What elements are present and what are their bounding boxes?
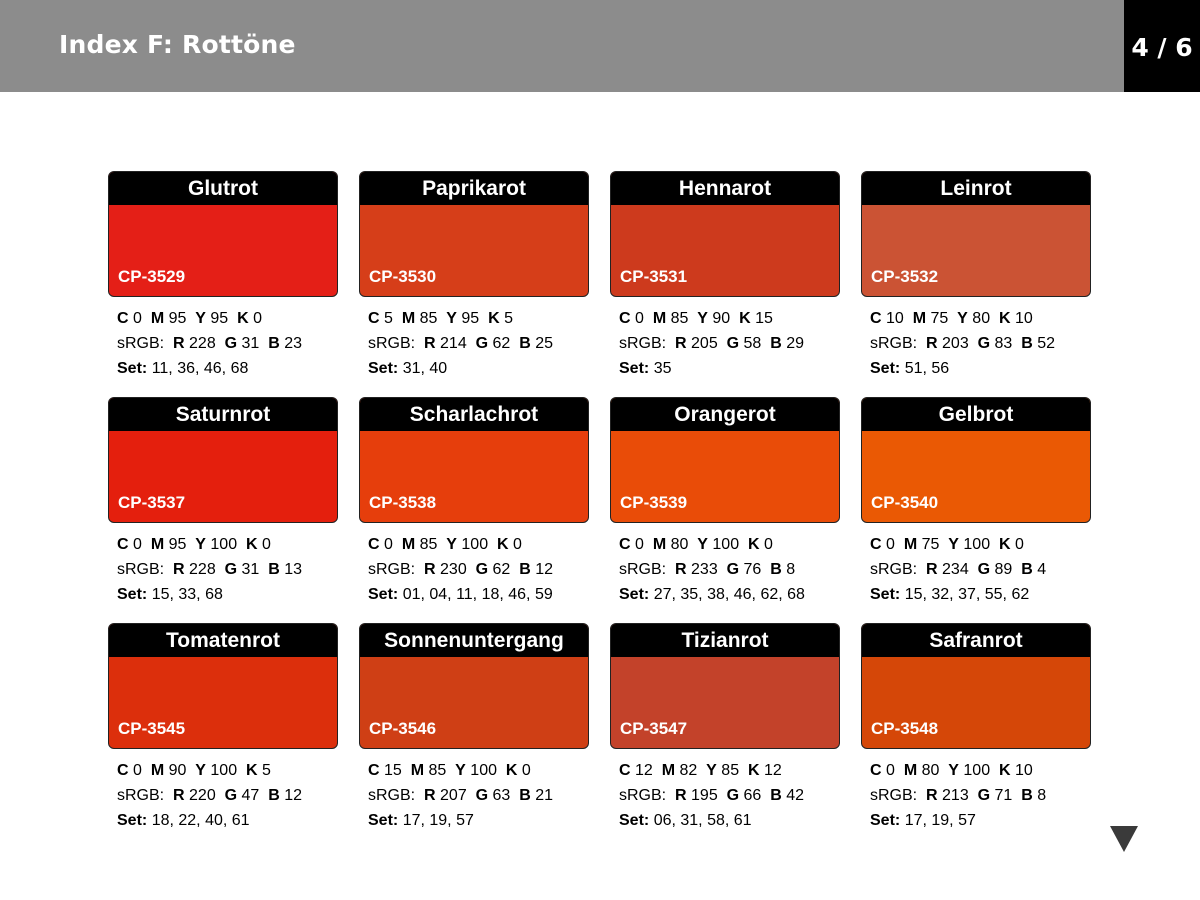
color-swatch xyxy=(359,171,589,297)
color-values xyxy=(117,758,302,833)
srgb-values: sRGB: R 228 G 31 B 23 xyxy=(117,335,303,352)
color-swatch xyxy=(861,623,1091,749)
cmyk-values: C 0 M 95 Y 95 K 0 xyxy=(117,310,263,327)
swatch-header xyxy=(611,398,839,431)
color-values xyxy=(619,758,804,833)
cmyk-values: C 0 M 80 Y 100 K 10 xyxy=(870,762,1033,779)
srgb-values: sRGB: R 230 G 62 B 12 xyxy=(368,561,554,578)
color-code: CP-3531 xyxy=(620,267,688,286)
color-code: CP-3538 xyxy=(369,493,437,512)
color-swatch xyxy=(610,623,840,749)
set-values: Set: 06, 31, 58, 61 xyxy=(619,812,752,829)
color-code: CP-3540 xyxy=(871,493,939,512)
color-swatch xyxy=(359,397,589,523)
swatch-header xyxy=(611,172,839,205)
set-values: Set: 11, 36, 46, 68 xyxy=(117,360,249,377)
color-code: CP-3546 xyxy=(369,719,437,738)
color-code: CP-3545 xyxy=(118,719,186,738)
swatch-header xyxy=(862,398,1090,431)
cmyk-values: C 0 M 90 Y 100 K 5 xyxy=(117,762,271,779)
color-code: CP-3547 xyxy=(620,719,688,738)
color-swatch xyxy=(359,623,589,749)
srgb-values: sRGB: R 195 G 66 B 42 xyxy=(619,787,805,804)
color-values xyxy=(619,306,804,381)
color-values xyxy=(117,306,302,381)
set-values: Set: 17, 19, 57 xyxy=(870,812,976,829)
srgb-values: sRGB: R 213 G 71 B 8 xyxy=(870,787,1047,804)
color-values xyxy=(870,758,1046,833)
swatch-header xyxy=(862,172,1090,205)
color-swatch xyxy=(610,397,840,523)
color-values xyxy=(368,532,553,607)
set-values: Set: 27, 35, 38, 46, 62, 68 xyxy=(619,586,805,603)
color-card xyxy=(359,623,589,828)
color-code: CP-3537 xyxy=(118,493,186,512)
set-values: Set: 35 xyxy=(619,360,672,377)
set-values: Set: 51, 56 xyxy=(870,360,950,377)
color-card xyxy=(861,397,1091,602)
color-name: Safranrot xyxy=(929,629,1023,652)
color-values xyxy=(870,306,1055,381)
color-card xyxy=(610,623,840,828)
cmyk-values: C 0 M 75 Y 100 K 0 xyxy=(870,536,1024,553)
color-swatch xyxy=(108,623,338,749)
color-name: Saturnrot xyxy=(175,403,271,426)
color-card xyxy=(108,623,338,828)
cmyk-values: C 0 M 85 Y 90 K 15 xyxy=(619,310,773,327)
next-page-arrow-icon[interactable] xyxy=(1110,826,1138,852)
page-title: Index F: Rottöne xyxy=(59,30,296,59)
color-card xyxy=(610,171,840,376)
color-code: CP-3539 xyxy=(620,493,688,512)
color-name: Glutrot xyxy=(188,177,258,200)
color-name: Tomatenrot xyxy=(166,629,280,652)
color-values xyxy=(870,532,1046,607)
color-swatch xyxy=(108,397,338,523)
cmyk-values: C 0 M 80 Y 100 K 0 xyxy=(619,536,773,553)
color-card xyxy=(359,397,589,602)
swatch-header xyxy=(109,624,337,657)
color-swatch xyxy=(861,397,1091,523)
color-name: Hennarot xyxy=(678,177,772,200)
set-values: Set: 15, 33, 68 xyxy=(117,586,223,603)
swatch-header xyxy=(360,624,588,657)
color-name: Tizianrot xyxy=(681,629,769,652)
color-name: Leinrot xyxy=(940,177,1012,200)
swatch-header xyxy=(109,398,337,431)
cmyk-values: C 0 M 95 Y 100 K 0 xyxy=(117,536,271,553)
color-swatch xyxy=(108,171,338,297)
srgb-values: sRGB: R 214 G 62 B 25 xyxy=(368,335,554,352)
srgb-values: sRGB: R 207 G 63 B 21 xyxy=(368,787,554,804)
color-swatch xyxy=(610,171,840,297)
cmyk-values: C 0 M 85 Y 100 K 0 xyxy=(368,536,522,553)
set-values: Set: 18, 22, 40, 61 xyxy=(117,812,250,829)
cmyk-values: C 10 M 75 Y 80 K 10 xyxy=(870,310,1033,327)
color-values xyxy=(117,532,302,607)
page-indicator xyxy=(1124,0,1200,92)
swatch-header xyxy=(360,172,588,205)
color-name: Sonnenuntergang xyxy=(384,629,564,652)
color-name: Orangerot xyxy=(674,403,776,426)
srgb-values: sRGB: R 203 G 83 B 52 xyxy=(870,335,1056,352)
cmyk-values: C 5 M 85 Y 95 K 5 xyxy=(368,310,514,327)
color-code: CP-3532 xyxy=(871,267,939,286)
color-values xyxy=(368,306,553,381)
set-values: Set: 01, 04, 11, 18, 46, 59 xyxy=(368,586,553,603)
srgb-values: sRGB: R 233 G 76 B 8 xyxy=(619,561,796,578)
color-values xyxy=(368,758,553,833)
color-card xyxy=(359,171,589,376)
swatch-header xyxy=(360,398,588,431)
srgb-values: sRGB: R 220 G 47 B 12 xyxy=(117,787,303,804)
color-name: Paprikarot xyxy=(422,177,526,200)
cmyk-values: C 12 M 82 Y 85 K 12 xyxy=(619,762,782,779)
srgb-values: sRGB: R 228 G 31 B 13 xyxy=(117,561,303,578)
color-code: CP-3529 xyxy=(118,267,186,286)
color-card xyxy=(108,171,338,376)
color-swatch xyxy=(861,171,1091,297)
srgb-values: sRGB: R 234 G 89 B 4 xyxy=(870,561,1047,578)
srgb-values: sRGB: R 205 G 58 B 29 xyxy=(619,335,805,352)
set-values: Set: 17, 19, 57 xyxy=(368,812,474,829)
color-code: CP-3530 xyxy=(369,267,437,286)
swatch-header xyxy=(109,172,337,205)
page-header xyxy=(0,0,1124,92)
swatch-header xyxy=(611,624,839,657)
color-code: CP-3548 xyxy=(871,719,939,738)
color-card xyxy=(861,623,1091,828)
color-name: Scharlachrot xyxy=(409,403,539,426)
set-values: Set: 31, 40 xyxy=(368,360,448,377)
color-card xyxy=(861,171,1091,376)
color-card xyxy=(610,397,840,602)
page-number: 4 / 6 xyxy=(1131,33,1193,62)
color-name: Gelbrot xyxy=(938,403,1014,426)
color-values xyxy=(619,532,805,607)
cmyk-values: C 15 M 85 Y 100 K 0 xyxy=(368,762,531,779)
set-values: Set: 15, 32, 37, 55, 62 xyxy=(870,586,1030,603)
color-card xyxy=(108,397,338,602)
swatch-header xyxy=(862,624,1090,657)
